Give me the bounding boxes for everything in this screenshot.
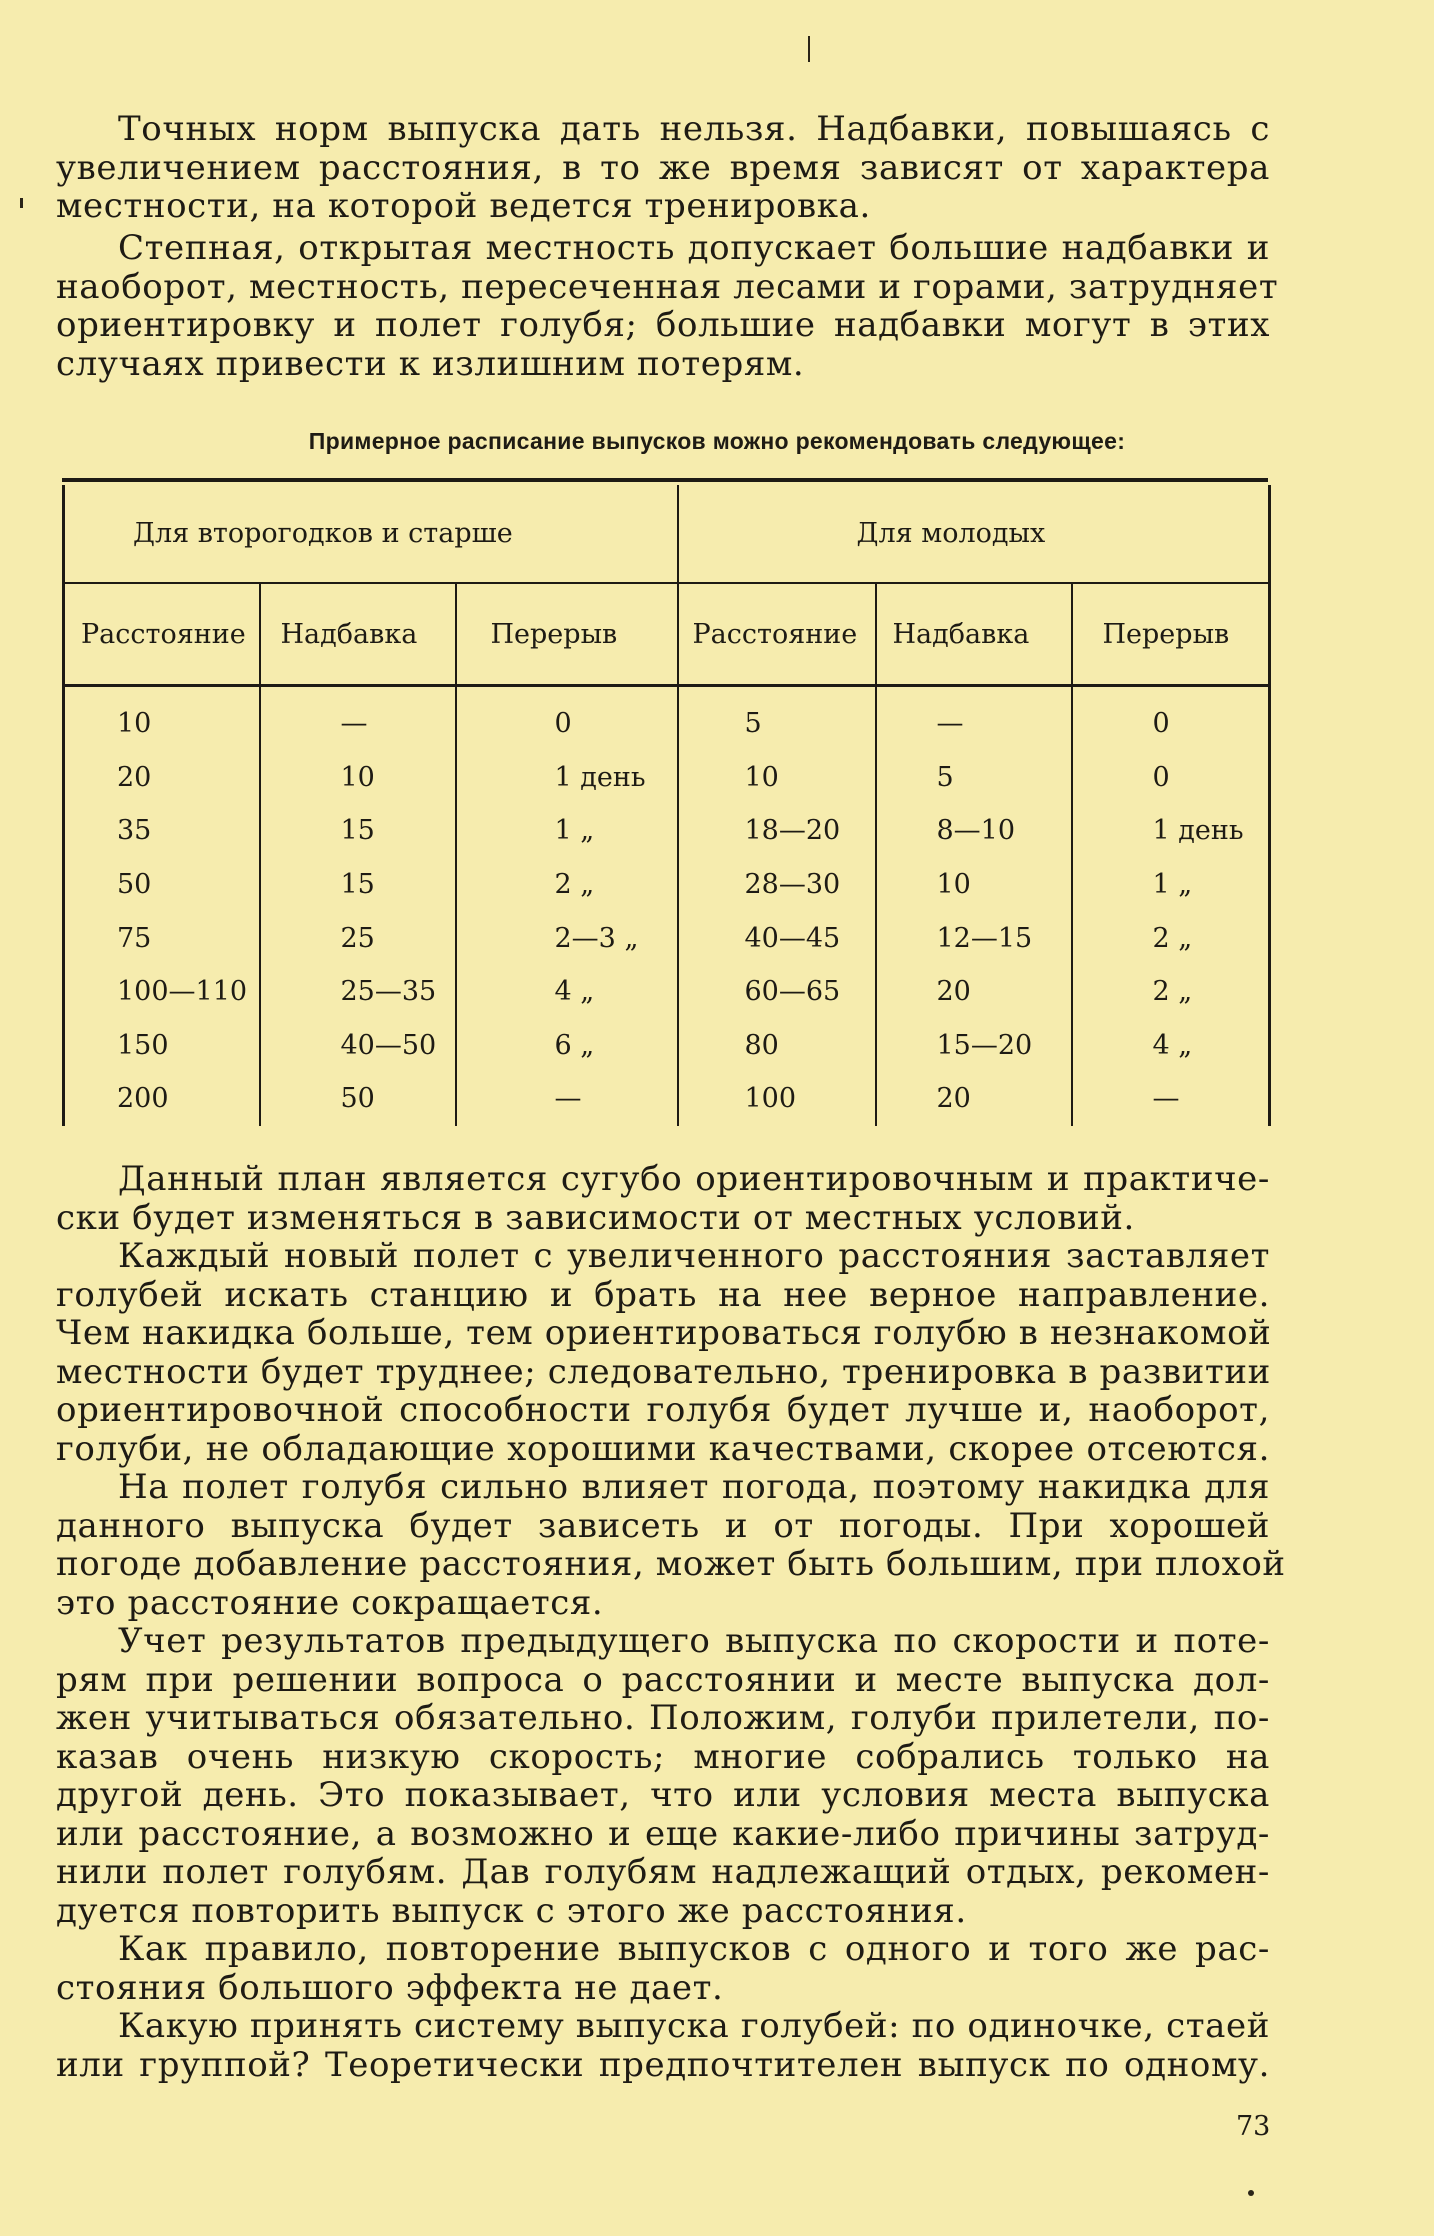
paragraph-terrain: [56, 228, 1279, 384]
table-column-header-row: [64, 583, 1270, 686]
table-cell: 75: [64, 911, 260, 965]
text-line: стояния большого эффекта не дает.: [56, 1967, 724, 2008]
text-line: Степная, открытая местность допускает большие надбавки и: [118, 228, 1270, 268]
table-cell: 20: [876, 965, 1072, 1019]
table-cell: 15—20: [876, 1019, 1072, 1073]
text-line: ориентировку и полет голубя; большие надбавки могут в этих: [56, 305, 1270, 345]
text-line: Точных норм выпуска дать нельзя. Надбавки, повышаясь с: [118, 109, 1270, 149]
table-cell: 1 день: [456, 751, 678, 805]
table-row: [64, 965, 1270, 1019]
table-cell: 10: [876, 858, 1072, 912]
table-cell: 2 „: [456, 858, 678, 912]
table-cell: 28—30: [678, 858, 876, 912]
table-cell: 40—45: [678, 911, 876, 965]
paragraph-repetition: [56, 1930, 1270, 2007]
scan-speck: [808, 36, 810, 62]
table-group-header-row: [64, 485, 1270, 583]
paragraph-norms: [56, 110, 1270, 226]
table-cell: 100—110: [64, 965, 260, 1019]
table-cell: 12—15: [876, 911, 1072, 965]
table-cell: 8—10: [876, 804, 1072, 858]
table-cell: 35: [64, 804, 260, 858]
table-cell: —: [876, 686, 1072, 751]
table-cell: 10: [64, 686, 260, 751]
table-cell: 2 „: [1072, 965, 1270, 1019]
text-line: данного выпуска будет зависеть и от погоды. При хорошей: [56, 1505, 1270, 1546]
text-line: ски будет изменяться в зависимости от местных условий.: [56, 1197, 1135, 1238]
text-line: увеличением расстояния, в то же время зависят от характера: [56, 147, 1270, 188]
column-header: Перерыв: [1072, 583, 1270, 686]
table-cell: 25—35: [260, 965, 456, 1019]
table-cell: 5: [876, 751, 1072, 805]
text-line: нили полет голубям. Дав голубям надлежащий отдых, рекомен-: [56, 1852, 1270, 1892]
table-cell: 25: [260, 911, 456, 965]
table-cell: 2 „: [1072, 911, 1270, 965]
table-cell: 100: [678, 1072, 876, 1126]
table-cell: —: [456, 1072, 678, 1126]
text-line: Каждый новый полет с увеличенного расстояния заставляет: [118, 1236, 1270, 1276]
column-header: Перерыв: [456, 583, 678, 686]
table-cell: 10: [260, 751, 456, 805]
paragraph-each-flight: [56, 1237, 1270, 1468]
table-cell: 18—20: [678, 804, 876, 858]
table-cell: 0: [1072, 751, 1270, 805]
paragraph-system: [56, 2007, 1270, 2084]
table-cell: 1 „: [456, 804, 678, 858]
table-cell: 2—3 „: [456, 911, 678, 965]
table-row: [64, 1072, 1270, 1126]
text-line: или расстояние, а возможно и еще какие-либо причины затруд-: [56, 1813, 1270, 1854]
text-line: погоде добавление расстояния, может быть большим, при плохой: [56, 1544, 1286, 1584]
table-cell: 50: [260, 1072, 456, 1126]
text-line: Как правило, повторение выпусков с одного и того же рас-: [118, 1929, 1270, 1969]
text-line: Чем накидка больше, тем ориентироваться голубю в незнакомой: [56, 1313, 1272, 1353]
group-header-young: Для молодых: [678, 485, 1270, 583]
text-line: жен учитываться обязательно. Положим, голуби прилетели, по-: [56, 1698, 1270, 1738]
table-cell: 0: [456, 686, 678, 751]
column-header: Надбавка: [260, 583, 456, 686]
table-cell: 20: [876, 1072, 1072, 1126]
table-cell: 80: [678, 1019, 876, 1073]
table-cell: 5: [678, 686, 876, 751]
scan-speck: [20, 198, 23, 208]
table-cell: 1 день: [1072, 804, 1270, 858]
text-line: местности, на которой ведется тренировка.: [56, 186, 871, 226]
text-line: рям при решении вопроса о расстоянии и месте выпуска дол-: [56, 1659, 1270, 1700]
paragraph-results: [56, 1622, 1270, 1930]
text-line: или группой? Теоретически предпочтителен выпуск по одному.: [56, 2044, 1270, 2085]
scan-speck: [1248, 2190, 1254, 2196]
text-line: случаях привести к излишним потерям.: [56, 343, 805, 384]
table-cell: 60—65: [678, 965, 876, 1019]
table-row: [64, 911, 1270, 965]
column-header: Надбавка: [876, 583, 1072, 686]
table-row: [64, 751, 1270, 805]
text-line: местности будет труднее; следовательно, тренировка в развитии: [56, 1351, 1271, 1392]
table-cell: 10: [678, 751, 876, 805]
column-header: Расстояние: [64, 583, 260, 686]
table-cell: 15: [260, 858, 456, 912]
group-header-adults: Для второгодков и старше: [64, 485, 678, 583]
table-cell: —: [1072, 1072, 1270, 1126]
table-cell: 0: [1072, 686, 1270, 751]
table-row: [64, 858, 1270, 912]
table-cell: 150: [64, 1019, 260, 1073]
table-cell: 1 „: [1072, 858, 1270, 912]
text-line: другой день. Это показывает, что или условия места выпуска: [56, 1775, 1270, 1815]
paragraph-plan: [56, 1160, 1270, 1237]
page-number: 73: [1236, 2111, 1271, 2142]
text-line: голубей искать станцию и брать на нее верное направление.: [56, 1274, 1270, 1315]
table-cell: 6 „: [456, 1019, 678, 1073]
table-row: [64, 1019, 1270, 1073]
text-line: казав очень низкую скорость; многие собрались только на: [56, 1736, 1270, 1777]
text-line: это расстояние сокращается.: [56, 1582, 604, 1623]
release-schedule-table: [62, 485, 1271, 1126]
text-line: Данный план является сугубо ориентировочным и практиче-: [118, 1159, 1270, 1199]
table-cell: —: [260, 686, 456, 751]
table-row: [64, 686, 1270, 751]
table-cell: 4 „: [1072, 1019, 1270, 1073]
table-row: [64, 804, 1270, 858]
table-cell: 200: [64, 1072, 260, 1126]
table-cell: 50: [64, 858, 260, 912]
table-cell: 15: [260, 804, 456, 858]
text-line: На полет голубя сильно влияет погода, поэтому накидка для: [118, 1467, 1270, 1507]
text-line: Учет результатов предыдущего выпуска по скорости и поте-: [118, 1621, 1270, 1661]
table-cell: 40—50: [260, 1019, 456, 1073]
table-cell: 20: [64, 751, 260, 805]
table-caption: Примерное расписание выпусков можно рекомендовать следующее:: [308, 428, 1126, 454]
text-line: Какую принять систему выпуска голубей: по одиночке, стаей: [118, 2006, 1270, 2046]
table-top-rule: [62, 478, 1268, 482]
text-line: ориентировочной способности голубя будет лучше и, наоборот,: [56, 1390, 1270, 1430]
text-line: наоборот, местность, пересеченная лесами и горами, затрудняет: [56, 266, 1279, 307]
text-line: голуби, не обладающие хорошими качествами, скорее отсеются.: [56, 1428, 1270, 1469]
column-header: Расстояние: [678, 583, 876, 686]
table-cell: 4 „: [456, 965, 678, 1019]
text-line: дуется повторить выпуск с этого же расстояния.: [56, 1890, 967, 1931]
paragraph-weather: [56, 1467, 1286, 1623]
